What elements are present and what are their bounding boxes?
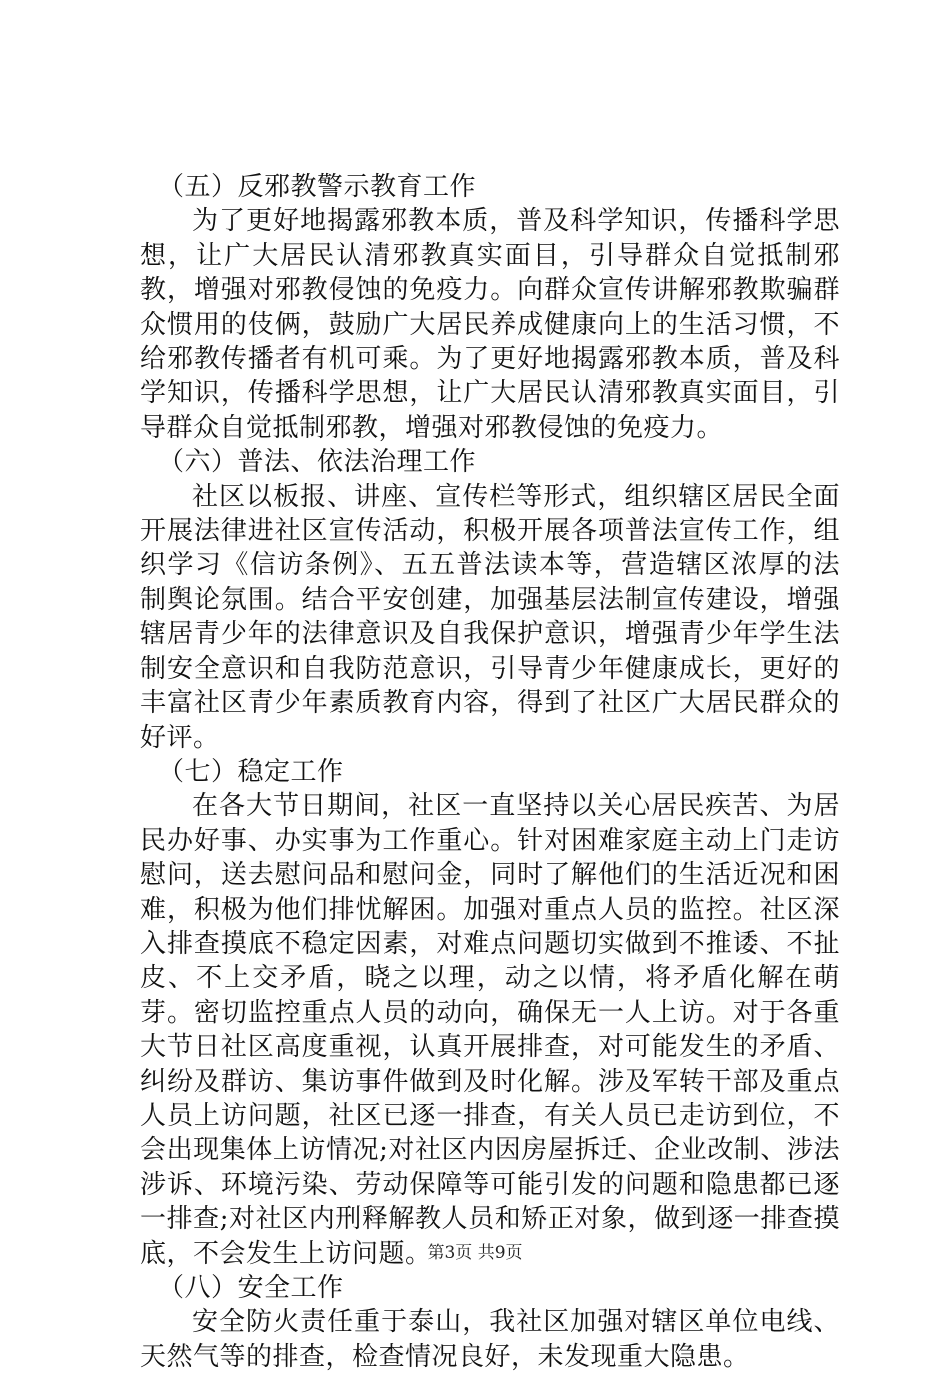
page-number-footer: 第3页 共9页 [427, 1243, 523, 1263]
document-body [140, 170, 840, 1374]
section-heading-7: （七）稳定工作 [158, 756, 344, 787]
section-paragraph-5: 为了更好地揭露邪教本质，普及科学知识，传播科学思想，让广大居民认清邪教真实面目，引导群众自觉抵制邪教，增强对邪教侵蚀的免疫力。向群众宣传讲解邪教欺骗群众惯用的伎俩，鼓励广大居民养成健康向上的生活习惯，不给邪教传播者有机可乘。为了更好地揭露邪教本质，普及科学知识，传播科学思想，让广大居民认清邪教真实面目，引导群众自觉抵制邪教，增强对邪教侵蚀的免疫力。 [140, 206, 840, 443]
section-paragraph-7: 在各大节日期间，社区一直坚持以关心居民疾苦、为居民办好事、办实事为工作重心。针对困难家庭主动上门走访慰问，送去慰问品和慰问金，同时了解他们的生活近况和困难，积极为他们排忧解困。加强对重点人员的监控。社区深入排查摸底不稳定因素，对难点问题切实做到不推诿、不扯皮、不上交矛盾，晓之以理，动之以情，将矛盾化解在萌芽。密切监控重点人员的动向，确保无一人上访。对于各重大节日社区高度重视，认真开展排查，对可能发生的矛盾、纠纷及群访、集访事件做到及时化解。涉及军转干部及重点人员上访问题，社区已逐一排查，有关人员已走访到位，不会出现集体上访情况;对社区内因房屋拆迁、企业改制、涉法涉诉、环境污染、劳动保障等可能引发的问题和隐患都已逐一排查;对社区内刑释解教人员和矫正对象，做到逐一排查摸底，不会发生上访问题。 [140, 791, 840, 1269]
section-paragraph-8: 安全防火责任重于泰山，我社区加强对辖区单位电线、天然气等的排查，检查情况良好，未发现重大隐患。 [140, 1307, 840, 1372]
section-heading-6: （六）普法、依法治理工作 [158, 447, 477, 478]
section-heading-5: （五）反邪教警示教育工作 [158, 172, 477, 202]
section-heading-8: （八）安全工作 [158, 1273, 344, 1303]
section-paragraph-6: 社区以板报、讲座、宣传栏等形式，组织辖区居民全面开展法律进社区宣传活动，积极开展各项普法宣传工作，组织学习《信访条例》、五五普法读本等，营造辖区浓厚的法制舆论氛围。结合平安创建，加强基层法制宣传建设，增强辖居青少年的法律意识及自我保护意识，增强青少年学生法制安全意识和自我防范意识，引导青少年健康成长，更好的丰富社区青少年素质教育内容，得到了社区广大居民群众的好评。 [140, 481, 840, 753]
